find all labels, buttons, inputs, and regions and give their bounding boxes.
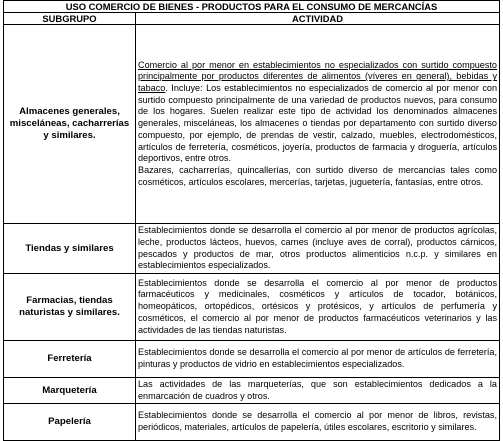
table-row [4,341,500,378]
subgroup-cell: Farmacias, tiendas naturistas y similares. [4,274,136,341]
table-row [4,274,500,341]
activity-cell: Establecimientos donde se desarrolla el comercio al por menor de productos agrícolas, leche, productos lácteos, huevos, carnes (incluye aves de corral), productos cárnicos, pescados y productos de mar, otros productos alimenticios n.c.p. y similares en establecimientos especializados. [136,224,500,274]
activity-underlined-text: Comercio al por menor en establecimientos no especializados con surtido compuesto principalmente por productos diferentes de alimentos (víveres en general), bebidas y tabaco [138,59,497,94]
activity-cell [136,25,500,224]
table-title: USO COMERCIO DE BIENES - PRODUCTOS PARA EL CONSUMO DE MERCANCÍAS [4,1,500,13]
table-row [4,404,500,441]
commerce-activities-table [3,0,500,441]
subgroup-cell: Ferretería [4,341,136,378]
subgroup-cell: Tiendas y similares [4,224,136,274]
subgroup-cell: Papelería [4,404,136,441]
column-header-subgroup: SUBGRUPO [4,13,136,25]
table-row [4,378,500,404]
subgroup-cell: Marquetería [4,378,136,404]
table-header-row [4,13,500,25]
land-use-table-document [3,0,499,441]
table-row [4,25,500,224]
activity-cell: Establecimientos donde se desarrolla el comercio al por menor de libros, revistas, periódicos, materiales, artículos de papelería, útiles escolares, escritorio y similares. [136,404,500,441]
activity-cell: Establecimientos donde se desarrolla el comercio al por menor de artículos de ferretería, pinturas y productos de vidrio en establecimientos especializados. [136,341,500,378]
activity-paragraph [138,60,497,165]
subgroup-cell: Almacenes generales, misceláneas, cacharrerías y similares. [4,25,136,224]
activity-cell: Las actividades de las marqueterías, que son establecimientos dedicados a la enmarcación de cuadros y otros. [136,378,500,404]
table-title-row [4,1,500,13]
column-header-activity: ACTIVIDAD [136,13,500,25]
activity-cell: Establecimientos donde se desarrolla el comercio al por menor de productos farmacéuticos y medicinales, cosméticos y artículos de tocador, botánicos, homeopáticos, ortopédicos, ortésicos y protésicos, y artículos de perfumería y cosméticos, el comercio al por menor de productos farmacéuticos veterinarios y las actividades de las tiendas naturistas. [136,274,500,341]
activity-paragraph-extra: Bazares, cacharrerías, quincallerías, con surtido diverso de mercancías tales como cosméticos, artículos escolares, mercerías, tarjetas, juguetería, fantasías, entre otros. [138,164,497,187]
table-row [4,224,500,274]
activity-text: . Incluye: Los establecimientos no especializados de comercio al por menor con surtido compuesto principalmente de una variedad de productos nuevos, para consumo de los hogares. Suelen realizar este tipo de actividad los denominados almacenes generales, misceláneas, los almacenes o tiendas por departamento con surtido diverso compuesto, por ejemplo, de prendas de vestir, calzado, muebles, electrodomésticos, artículos de ferretería, cosméticos, joyería, productos de farmacia y droguería, artículos deportivos, entre otros. [138,83,497,164]
